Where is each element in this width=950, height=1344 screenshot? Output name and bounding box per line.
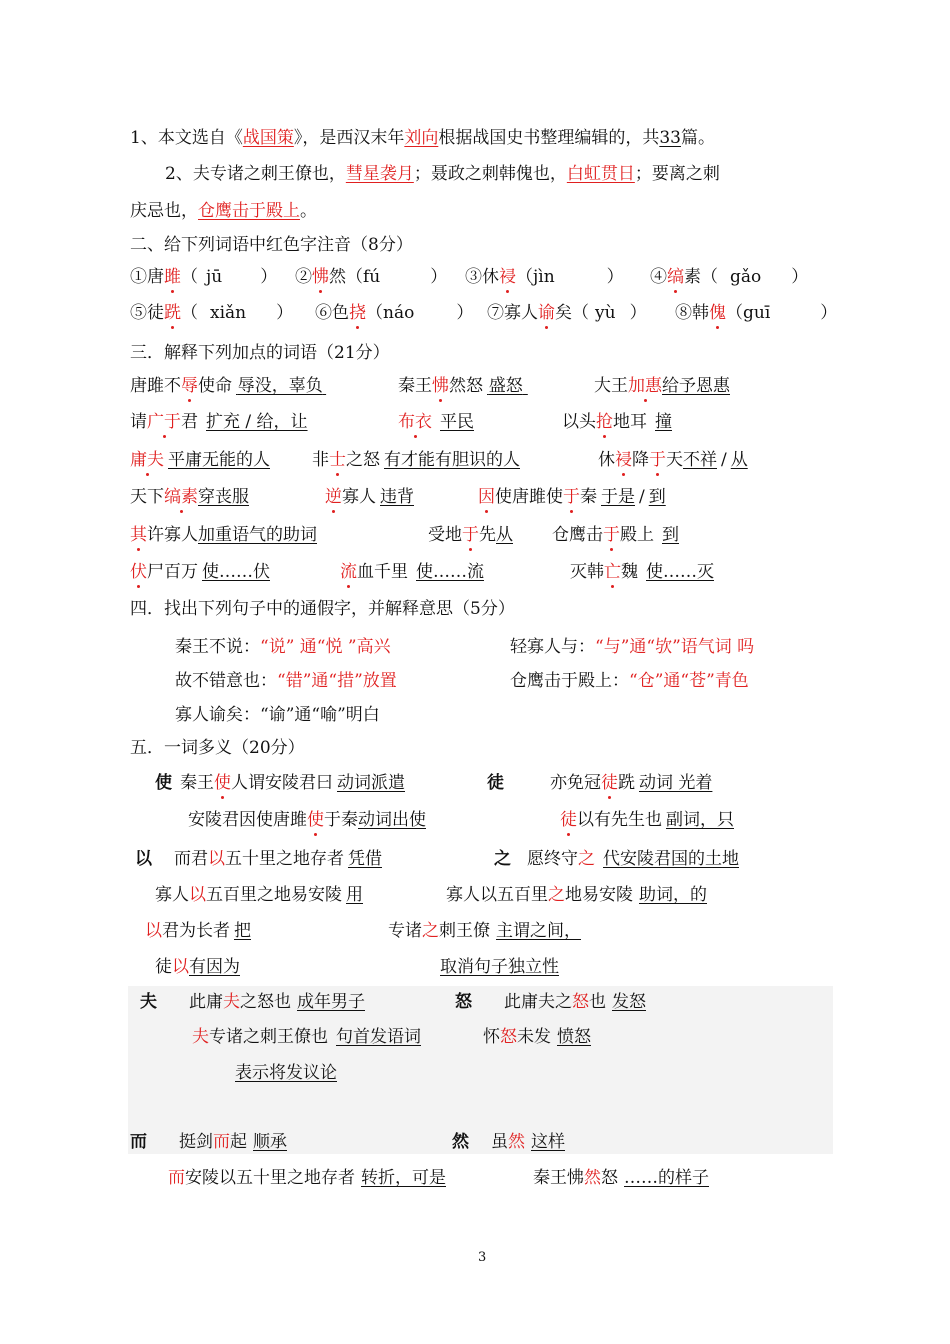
section2-title: 二、给下列词语中红色字注音（8分） (130, 235, 413, 255)
s4-row-1a: 秦王不说：“说” 通“悦 ”高兴 (175, 637, 391, 657)
s4-row-2a: 故不错意也：“错”通“措”放置 (175, 671, 397, 691)
s5-er: 而 挺剑而起 顺承 (130, 1132, 287, 1152)
s5-tu: 徒 亦免冠徒跣 动词 光着 (487, 773, 713, 793)
s5-fu: 夫 此庸夫之怒也 成年男子 (140, 992, 365, 1012)
s5-zhi-3: 专诸之刺王僚 主谓之间， (388, 921, 581, 941)
section3-title: 三．解释下列加点的词语（21分） (130, 343, 390, 363)
s5-yi: 以 而君以五十里之地存者 凭借 (135, 849, 382, 869)
s5-zhi-4: 取消句子独立性 (440, 957, 559, 977)
s5-nu: 怒 此庸夫之怒也 发怒 (455, 992, 646, 1012)
s5-ran-2: 秦王怫然怒 ……的样子 (533, 1168, 709, 1188)
s5-yi-4: 徒以有因为 (155, 957, 240, 977)
page-number: 3 (478, 1250, 487, 1265)
s5-ran: 然 虽然 这样 (452, 1132, 565, 1152)
q3-line: 庆忌也，仓鹰击于殿上。 (130, 201, 317, 221)
s5-zhi: 之 愿终守之 代安陵君国的土地 (494, 849, 739, 869)
s5-er-2: 而安陵以五十里之地存者 转折，可是 (168, 1168, 446, 1188)
s5-fu-3: 表示将发议论 (235, 1063, 337, 1083)
section5-title: 五．一词多义（20分） (130, 738, 305, 758)
q2-line: 2、夫专诸之刺王僚也，彗星袭月；聂政之刺韩傀也，白虹贯日；要离之刺 (165, 164, 720, 184)
s5-yi-2: 寡人以五百里之地易安陵 用 (155, 885, 363, 905)
s5-zhi-2: 寡人以五百里之地易安陵 助词，的 (446, 885, 707, 905)
s4-row-1b: 轻寡人与：“与”通“欤”语气词 吗 (510, 637, 755, 657)
s5-shi: 使 秦王使人谓安陵君曰 动词派遣 (155, 773, 405, 793)
s5-yi-3: 以君为长者 把 (145, 921, 251, 941)
s5-tu-2: 徒以有先生也 副词，只 (560, 810, 734, 830)
s5-shi-2: 安陵君因使唐雎使于秦动词出使 (188, 810, 426, 830)
q1-line: 1、本文选自《战国策》，是西汉末年刘向根据战国史书整理编辑的，共33篇。 (130, 128, 715, 148)
s5-nu-2: 怀怒未发 愤怒 (483, 1027, 591, 1047)
s4-row-2b: 仓鹰击于殿上：“仓”通“苍”青色 (510, 671, 749, 691)
s5-fu-2: 夫专诸之刺王僚也 句首发语词 (192, 1027, 421, 1047)
section4-title: 四．找出下列句子中的通假字，并解释意思（5分） (130, 599, 515, 619)
s4-row-3: 寡人谕矣：“谕”通“喻”明白 (175, 705, 380, 725)
